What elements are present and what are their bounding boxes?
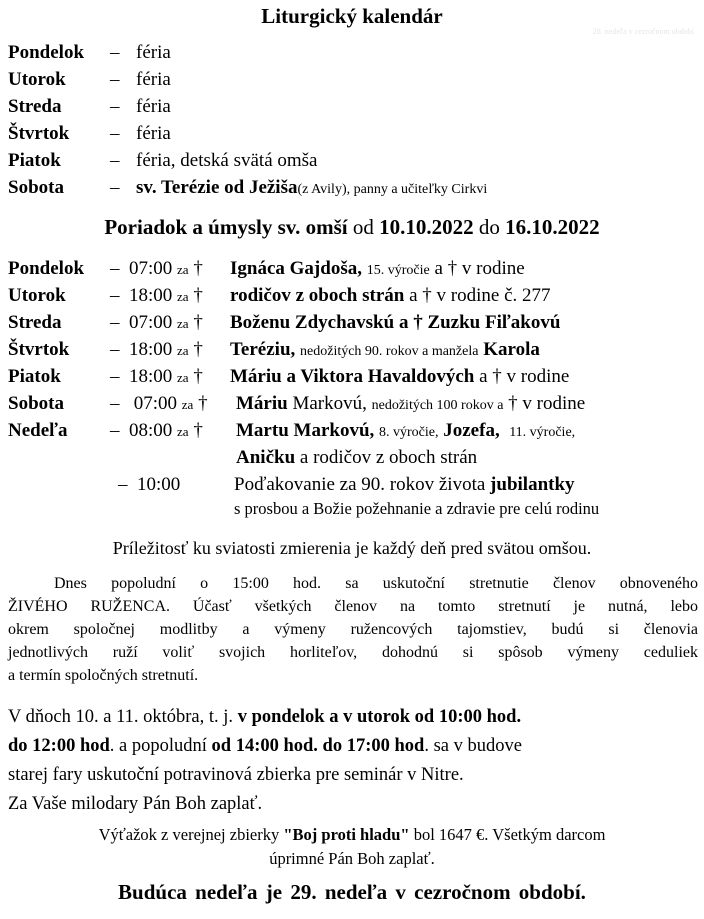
saint-note: (z Avily), panny a učiteľky Cirkvi (297, 182, 488, 197)
intention-name: Ignáca Gajdoša, (230, 258, 362, 279)
mass-intention (236, 420, 575, 442)
cross-glyph: † (193, 420, 203, 441)
mass-dash: – (110, 420, 120, 441)
mass-intention (230, 312, 560, 334)
mass-intention-continued (236, 447, 477, 469)
collection-line (8, 703, 522, 732)
cross-glyph: † (193, 285, 203, 306)
mass-day: Utorok (8, 285, 66, 306)
calendar-text: féria, detská svätá omša (136, 150, 318, 171)
calendar-dash: – (110, 96, 120, 117)
calendar-dash: – (110, 123, 120, 144)
cross-glyph: † (193, 366, 203, 387)
intention-rest: a † v rodine (479, 366, 570, 387)
collection-text: . a popoludní (109, 736, 207, 756)
masses-header-title: Poriadok a úmysly sv. omší (104, 215, 348, 239)
intention-plain: Markovú, (292, 393, 367, 414)
mass-za: za (181, 397, 194, 412)
collection-line (8, 732, 522, 761)
faint-header-note: 28. nedeľa v cezročnom období (592, 27, 694, 36)
intention-note: 15. výročie (366, 263, 430, 278)
mass-za: za (177, 370, 189, 385)
calendar-dash: – (110, 69, 120, 90)
mass-dash: – (110, 339, 120, 360)
collection-text: V dňoch 10. a 11. októbra, t. j. (8, 707, 234, 727)
rosary-line: jednotlivých ruží voliť svojich horliteľov, dohodnú si spôsob výmeny ceduliek (8, 644, 698, 661)
masses-header (0, 215, 704, 240)
collection-paragraph (8, 703, 522, 819)
calendar-day: Pondelok (8, 42, 85, 63)
collection-line: starej fary uskutoční potravinová zbierka pre seminár v Nitre. (8, 765, 464, 785)
mass-day: Piatok (8, 366, 61, 387)
thanks-intention (234, 474, 575, 496)
masses-header-from-date: 10.10.2022 (379, 215, 474, 239)
mass-time (118, 474, 180, 496)
intention-note-2: 11. výročie, (509, 425, 576, 440)
hunger-text: bol 1647 €. Všetkým darcom (413, 825, 606, 844)
hunger-text: Výťažok z verejnej zbierky (98, 825, 280, 844)
mass-time-value: 18:00 (129, 366, 173, 387)
intention-name: Teréziu, (230, 339, 296, 360)
intention-name-2: Jozefa, (443, 420, 500, 441)
mass-time-value: 10:00 (137, 474, 181, 495)
intention-note: 8. výročie, (379, 425, 439, 440)
thanks-text: Poďakovanie za 90. rokov života (234, 474, 486, 495)
hunger-line (0, 823, 704, 847)
mass-za: za (177, 262, 189, 277)
intention-name: Máriu a Viktora Havaldových (230, 366, 475, 387)
mass-za: za (177, 289, 189, 304)
mass-day: Pondelok (8, 258, 85, 279)
mass-day: Streda (8, 312, 62, 333)
mass-intention (230, 339, 540, 361)
next-sunday-note: Budúca nedeľa je 29. nedeľa v cezročnom období. (118, 880, 586, 904)
cross-glyph: † (193, 258, 203, 279)
intention-rest: a † v rodine č. 277 (409, 285, 551, 306)
mass-za: za (177, 316, 189, 331)
mass-time-value: 08:00 (129, 420, 173, 441)
rosary-line: okrem spoločnej modlitby a výmeny ružencových tajomstiev, budú si členovia (8, 621, 698, 638)
collection-text: . sa v budove (424, 736, 522, 756)
calendar-text: féria (136, 123, 171, 144)
hunger-line: úprimné Pán Boh zaplať. (269, 849, 435, 868)
calendar-text: féria (136, 42, 171, 63)
thanks-intention-line2: s prosbou a Božie požehnanie a zdravie pre celú rodinu (234, 499, 600, 518)
mass-dash: – (110, 393, 120, 414)
rosary-line: ŽIVÉHO RUŽENCA. Účasť všetkých členov na tomto stretnutí je nutná, lebo (8, 598, 698, 615)
calendar-text: féria (136, 96, 171, 117)
confession-note: Príležitosť ku sviatosti zmierenia je každý deň pred svätou omšou. (112, 538, 592, 558)
mass-intention (230, 285, 551, 307)
intention-name: rodičov z oboch strán (230, 285, 405, 306)
mass-time (110, 312, 203, 334)
calendar-dash: – (110, 177, 120, 198)
mass-day: Štvrtok (8, 339, 70, 360)
mass-dash: – (110, 312, 120, 333)
mass-intention (236, 393, 585, 415)
rosary-line: a termín spoločných stretnutí. (8, 667, 199, 684)
hunger-collection-note (0, 823, 704, 871)
mass-time-value: 07:00 (129, 312, 173, 333)
mass-time-value: 18:00 (129, 339, 173, 360)
rosary-line: Dnes popoludní o 15:00 hod. sa uskutoční stretnutie členov obnoveného (54, 575, 698, 592)
intention-note: nedožitých 90. rokov a manžela (300, 344, 479, 359)
mass-za: za (177, 343, 189, 358)
mass-time (110, 366, 203, 388)
calendar-day: Sobota (8, 177, 64, 198)
collection-line: Za Vaše milodary Pán Boh zaplať. (8, 794, 263, 814)
mass-intention (230, 366, 569, 388)
calendar-text: féria (136, 69, 171, 90)
mass-intention (230, 258, 525, 280)
masses-header-do: do (478, 215, 500, 239)
mass-time (110, 339, 203, 361)
calendar-dash: – (110, 42, 120, 63)
intention-name: Boženu Zdychavskú a † Zuzku Fiľakovú (230, 312, 561, 333)
mass-time-value: 07:00 (129, 258, 173, 279)
saint-name: sv. Terézie od Ježiša (136, 177, 298, 198)
intention-name-2: Karola (483, 339, 540, 360)
mass-dash: – (110, 366, 120, 387)
calendar-day: Streda (8, 96, 62, 117)
intention-rest: † v rodine (508, 393, 586, 414)
collection-bold: v pondelok a v utorok od 10:00 hod. (237, 707, 522, 727)
thanks-bold: jubilantky (490, 474, 575, 495)
intention-note: nedožitých 100 rokov a (371, 398, 504, 413)
mass-dash: – (118, 474, 128, 495)
page-title: Liturgický kalendár (261, 4, 443, 28)
collection-bold: od 14:00 hod. do 17:00 hod (211, 736, 425, 756)
mass-dash: – (110, 258, 120, 279)
cross-glyph: † (193, 339, 203, 360)
mass-time (110, 285, 203, 307)
cross-glyph: † (193, 312, 203, 333)
intention-rest: a † v rodine (434, 258, 525, 279)
mass-time (110, 393, 208, 415)
rosary-paragraph (8, 572, 698, 687)
calendar-day: Piatok (8, 150, 61, 171)
calendar-day: Štvrtok (8, 123, 70, 144)
mass-time-value: 07:00 (133, 393, 178, 414)
intention-name: Martu Markovú, (236, 420, 375, 441)
collection-bold: do 12:00 hod (8, 736, 110, 756)
mass-time (110, 420, 203, 442)
mass-za: za (177, 424, 189, 439)
mass-time (110, 258, 203, 280)
hunger-bold: "Boj proti hladu" (283, 825, 410, 844)
intention-name: Máriu (236, 393, 288, 414)
mass-day: Sobota (8, 393, 64, 414)
mass-time-value: 18:00 (129, 285, 173, 306)
mass-dash: – (110, 285, 120, 306)
masses-header-to-date: 16.10.2022 (505, 215, 600, 239)
masses-header-od: od (352, 215, 374, 239)
cross-glyph: † (198, 393, 208, 414)
mass-day: Nedeľa (8, 420, 68, 441)
calendar-day: Utorok (8, 69, 66, 90)
intention-name: Aničku (236, 447, 296, 468)
calendar-dash: – (110, 150, 120, 171)
calendar-text (136, 177, 487, 199)
intention-rest: a rodičov z oboch strán (299, 447, 478, 468)
